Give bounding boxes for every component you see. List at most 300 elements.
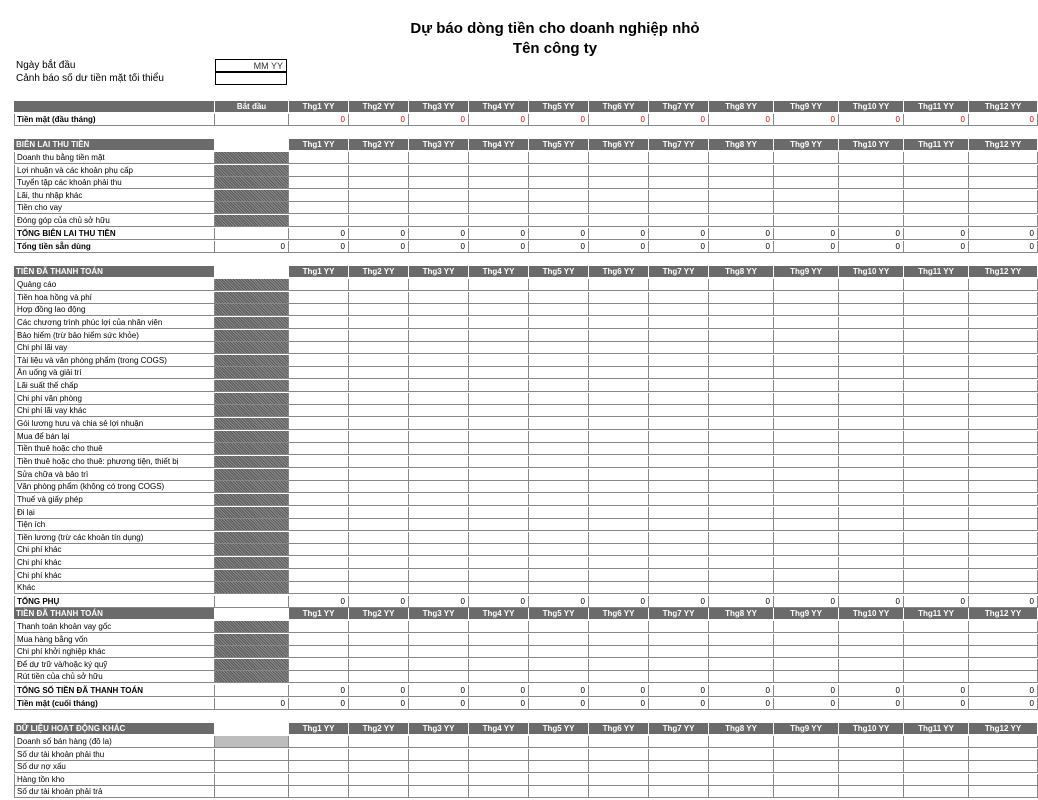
month-cell[interactable]: [649, 304, 709, 316]
month-cell[interactable]: [774, 582, 839, 594]
month-cell[interactable]: [289, 786, 349, 798]
month-cell[interactable]: [839, 190, 904, 202]
month-cell[interactable]: [969, 367, 1038, 379]
month-cell[interactable]: [469, 761, 529, 773]
month-cell[interactable]: [649, 431, 709, 443]
month-cell[interactable]: [774, 736, 839, 748]
month-cell[interactable]: [289, 431, 349, 443]
month-cell[interactable]: [409, 418, 469, 430]
month-cell[interactable]: [589, 342, 649, 354]
month-cell[interactable]: [589, 749, 649, 761]
month-cell[interactable]: [409, 671, 469, 683]
month-cell[interactable]: [969, 152, 1038, 164]
month-cell[interactable]: [409, 190, 469, 202]
month-cell[interactable]: [709, 190, 774, 202]
month-cell[interactable]: [774, 646, 839, 658]
month-cell[interactable]: [349, 774, 409, 786]
start-cell[interactable]: [215, 494, 289, 506]
month-cell[interactable]: [774, 431, 839, 443]
month-cell[interactable]: [969, 355, 1038, 367]
month-cell[interactable]: [904, 215, 969, 227]
month-cell[interactable]: [589, 469, 649, 481]
start-cell[interactable]: [215, 355, 289, 367]
month-cell[interactable]: [409, 456, 469, 468]
month-cell[interactable]: [774, 507, 839, 519]
month-cell[interactable]: [839, 177, 904, 189]
month-cell[interactable]: [839, 761, 904, 773]
month-cell[interactable]: [969, 393, 1038, 405]
month-cell[interactable]: [839, 774, 904, 786]
month-cell[interactable]: [529, 443, 589, 455]
month-cell[interactable]: [904, 190, 969, 202]
month-cell[interactable]: [589, 582, 649, 594]
month-cell[interactable]: [649, 165, 709, 177]
month-cell[interactable]: [709, 380, 774, 392]
month-cell[interactable]: [649, 646, 709, 658]
month-cell[interactable]: [649, 418, 709, 430]
start-cell[interactable]: [215, 671, 289, 683]
month-cell[interactable]: [649, 570, 709, 582]
month-cell[interactable]: [774, 557, 839, 569]
month-cell[interactable]: [469, 418, 529, 430]
month-cell[interactable]: [529, 646, 589, 658]
month-cell[interactable]: [649, 380, 709, 392]
month-cell[interactable]: [529, 736, 589, 748]
month-cell[interactable]: [774, 177, 839, 189]
month-cell[interactable]: [469, 481, 529, 493]
month-cell[interactable]: [349, 761, 409, 773]
month-cell[interactable]: [904, 418, 969, 430]
month-cell[interactable]: [904, 279, 969, 291]
month-cell[interactable]: [289, 443, 349, 455]
month-cell[interactable]: [289, 671, 349, 683]
month-cell[interactable]: [529, 177, 589, 189]
month-cell[interactable]: [529, 761, 589, 773]
start-cell[interactable]: [215, 646, 289, 658]
month-cell[interactable]: [969, 279, 1038, 291]
month-cell[interactable]: [409, 532, 469, 544]
month-cell[interactable]: [839, 659, 904, 671]
month-cell[interactable]: [839, 152, 904, 164]
start-cell[interactable]: [215, 405, 289, 417]
month-cell[interactable]: [529, 215, 589, 227]
month-cell[interactable]: [349, 544, 409, 556]
month-cell[interactable]: [589, 634, 649, 646]
month-cell[interactable]: [469, 393, 529, 405]
month-cell[interactable]: [469, 671, 529, 683]
month-cell[interactable]: [709, 532, 774, 544]
month-cell[interactable]: [589, 646, 649, 658]
month-cell[interactable]: [969, 342, 1038, 354]
month-cell[interactable]: [529, 469, 589, 481]
month-cell[interactable]: [649, 761, 709, 773]
month-cell[interactable]: [289, 532, 349, 544]
month-cell[interactable]: [649, 215, 709, 227]
month-cell[interactable]: [529, 279, 589, 291]
start-cell[interactable]: [215, 431, 289, 443]
month-cell[interactable]: [774, 152, 839, 164]
month-cell[interactable]: [589, 481, 649, 493]
month-cell[interactable]: [904, 431, 969, 443]
month-cell[interactable]: [774, 774, 839, 786]
month-cell[interactable]: [649, 557, 709, 569]
month-cell[interactable]: [589, 279, 649, 291]
month-cell[interactable]: [709, 165, 774, 177]
month-cell[interactable]: [969, 774, 1038, 786]
month-cell[interactable]: [289, 736, 349, 748]
month-cell[interactable]: [904, 481, 969, 493]
month-cell[interactable]: [904, 736, 969, 748]
month-cell[interactable]: [409, 330, 469, 342]
month-cell[interactable]: [589, 418, 649, 430]
month-cell[interactable]: [589, 786, 649, 798]
month-cell[interactable]: [349, 152, 409, 164]
month-cell[interactable]: [774, 317, 839, 329]
month-cell[interactable]: [904, 443, 969, 455]
month-cell[interactable]: [409, 557, 469, 569]
month-cell[interactable]: [774, 494, 839, 506]
month-cell[interactable]: [649, 190, 709, 202]
month-cell[interactable]: [409, 774, 469, 786]
month-cell[interactable]: [839, 582, 904, 594]
month-cell[interactable]: [589, 380, 649, 392]
month-cell[interactable]: [469, 749, 529, 761]
month-cell[interactable]: [529, 355, 589, 367]
start-cell[interactable]: [215, 532, 289, 544]
month-cell[interactable]: [409, 519, 469, 531]
month-cell[interactable]: [904, 152, 969, 164]
month-cell[interactable]: [409, 469, 469, 481]
month-cell[interactable]: [969, 621, 1038, 633]
month-cell[interactable]: [409, 292, 469, 304]
month-cell[interactable]: [289, 330, 349, 342]
month-cell[interactable]: [529, 544, 589, 556]
month-cell[interactable]: [589, 330, 649, 342]
month-cell[interactable]: [649, 532, 709, 544]
month-cell[interactable]: [709, 481, 774, 493]
month-cell[interactable]: [774, 304, 839, 316]
month-cell[interactable]: [589, 202, 649, 214]
month-cell[interactable]: [349, 292, 409, 304]
month-cell[interactable]: [469, 431, 529, 443]
month-cell[interactable]: [529, 481, 589, 493]
month-cell[interactable]: [409, 355, 469, 367]
month-cell[interactable]: [969, 304, 1038, 316]
month-cell[interactable]: [774, 202, 839, 214]
month-cell[interactable]: [589, 659, 649, 671]
month-cell[interactable]: [969, 202, 1038, 214]
month-cell[interactable]: [589, 570, 649, 582]
month-cell[interactable]: [349, 317, 409, 329]
month-cell[interactable]: [904, 544, 969, 556]
month-cell[interactable]: [839, 367, 904, 379]
month-cell[interactable]: [409, 202, 469, 214]
month-cell[interactable]: [589, 544, 649, 556]
month-cell[interactable]: [409, 507, 469, 519]
month-cell[interactable]: [839, 507, 904, 519]
month-cell[interactable]: [589, 532, 649, 544]
month-cell[interactable]: [839, 519, 904, 531]
month-cell[interactable]: [709, 469, 774, 481]
month-cell[interactable]: [649, 736, 709, 748]
month-cell[interactable]: [469, 165, 529, 177]
month-cell[interactable]: [589, 761, 649, 773]
month-cell[interactable]: [774, 570, 839, 582]
month-cell[interactable]: [649, 621, 709, 633]
month-cell[interactable]: [839, 634, 904, 646]
month-cell[interactable]: [709, 317, 774, 329]
month-cell[interactable]: [969, 405, 1038, 417]
month-cell[interactable]: [349, 671, 409, 683]
month-cell[interactable]: [349, 621, 409, 633]
month-cell[interactable]: [774, 544, 839, 556]
month-cell[interactable]: [774, 443, 839, 455]
month-cell[interactable]: [409, 582, 469, 594]
month-cell[interactable]: [289, 570, 349, 582]
month-cell[interactable]: [589, 671, 649, 683]
month-cell[interactable]: [529, 570, 589, 582]
month-cell[interactable]: [349, 481, 409, 493]
start-cell[interactable]: [215, 393, 289, 405]
month-cell[interactable]: [409, 443, 469, 455]
month-cell[interactable]: [349, 215, 409, 227]
month-cell[interactable]: [469, 367, 529, 379]
month-cell[interactable]: [349, 646, 409, 658]
month-cell[interactable]: [904, 304, 969, 316]
month-cell[interactable]: [904, 786, 969, 798]
month-cell[interactable]: [709, 774, 774, 786]
month-cell[interactable]: [529, 317, 589, 329]
month-cell[interactable]: [649, 355, 709, 367]
month-cell[interactable]: [409, 570, 469, 582]
month-cell[interactable]: [589, 507, 649, 519]
month-cell[interactable]: [349, 355, 409, 367]
month-cell[interactable]: [839, 317, 904, 329]
month-cell[interactable]: [289, 749, 349, 761]
month-cell[interactable]: [904, 380, 969, 392]
month-cell[interactable]: [709, 456, 774, 468]
month-cell[interactable]: [969, 481, 1038, 493]
month-cell[interactable]: [709, 761, 774, 773]
month-cell[interactable]: [409, 342, 469, 354]
month-cell[interactable]: [904, 177, 969, 189]
month-cell[interactable]: [904, 659, 969, 671]
month-cell[interactable]: [904, 469, 969, 481]
month-cell[interactable]: [589, 317, 649, 329]
month-cell[interactable]: [709, 544, 774, 556]
month-cell[interactable]: [839, 646, 904, 658]
month-cell[interactable]: [469, 570, 529, 582]
month-cell[interactable]: [649, 393, 709, 405]
month-cell[interactable]: [969, 646, 1038, 658]
month-cell[interactable]: [349, 165, 409, 177]
month-cell[interactable]: [469, 317, 529, 329]
month-cell[interactable]: [969, 786, 1038, 798]
month-cell[interactable]: [589, 393, 649, 405]
month-cell[interactable]: [469, 634, 529, 646]
month-cell[interactable]: [649, 279, 709, 291]
month-cell[interactable]: [839, 393, 904, 405]
month-cell[interactable]: [774, 405, 839, 417]
month-cell[interactable]: [529, 749, 589, 761]
start-cell[interactable]: [215, 279, 289, 291]
month-cell[interactable]: [289, 646, 349, 658]
month-cell[interactable]: [409, 393, 469, 405]
month-cell[interactable]: [709, 152, 774, 164]
month-cell[interactable]: [349, 634, 409, 646]
month-cell[interactable]: [839, 202, 904, 214]
month-cell[interactable]: [589, 519, 649, 531]
month-cell[interactable]: [349, 279, 409, 291]
month-cell[interactable]: [904, 761, 969, 773]
month-cell[interactable]: [709, 582, 774, 594]
month-cell[interactable]: [839, 786, 904, 798]
month-cell[interactable]: [529, 330, 589, 342]
month-cell[interactable]: [529, 786, 589, 798]
month-cell[interactable]: [349, 570, 409, 582]
month-cell[interactable]: [709, 215, 774, 227]
month-cell[interactable]: [409, 544, 469, 556]
month-cell[interactable]: [904, 621, 969, 633]
month-cell[interactable]: [774, 634, 839, 646]
month-cell[interactable]: [289, 215, 349, 227]
month-cell[interactable]: [774, 456, 839, 468]
month-cell[interactable]: [409, 659, 469, 671]
month-cell[interactable]: [589, 304, 649, 316]
month-cell[interactable]: [349, 431, 409, 443]
start-cell[interactable]: [215, 342, 289, 354]
month-cell[interactable]: [469, 621, 529, 633]
start-cell[interactable]: [215, 443, 289, 455]
month-cell[interactable]: [774, 165, 839, 177]
start-cell[interactable]: [215, 304, 289, 316]
month-cell[interactable]: [904, 507, 969, 519]
month-cell[interactable]: [349, 418, 409, 430]
month-cell[interactable]: [409, 304, 469, 316]
month-cell[interactable]: [289, 582, 349, 594]
start-cell[interactable]: [215, 469, 289, 481]
month-cell[interactable]: [469, 330, 529, 342]
month-cell[interactable]: [969, 582, 1038, 594]
month-cell[interactable]: [469, 342, 529, 354]
month-cell[interactable]: [709, 355, 774, 367]
month-cell[interactable]: [904, 494, 969, 506]
month-cell[interactable]: [709, 431, 774, 443]
month-cell[interactable]: [904, 570, 969, 582]
start-cell[interactable]: [215, 317, 289, 329]
month-cell[interactable]: [529, 342, 589, 354]
start-cell[interactable]: [215, 165, 289, 177]
month-cell[interactable]: [649, 342, 709, 354]
month-cell[interactable]: [649, 317, 709, 329]
start-cell[interactable]: [215, 774, 289, 786]
month-cell[interactable]: [589, 456, 649, 468]
month-cell[interactable]: [904, 393, 969, 405]
month-cell[interactable]: [349, 304, 409, 316]
month-cell[interactable]: [529, 202, 589, 214]
month-cell[interactable]: [529, 292, 589, 304]
month-cell[interactable]: [409, 367, 469, 379]
month-cell[interactable]: [469, 532, 529, 544]
month-cell[interactable]: [349, 456, 409, 468]
month-cell[interactable]: [839, 330, 904, 342]
month-cell[interactable]: [589, 774, 649, 786]
month-cell[interactable]: [969, 557, 1038, 569]
month-cell[interactable]: [289, 165, 349, 177]
month-cell[interactable]: [904, 774, 969, 786]
month-cell[interactable]: [289, 393, 349, 405]
month-cell[interactable]: [709, 507, 774, 519]
month-cell[interactable]: [774, 380, 839, 392]
month-cell[interactable]: [289, 177, 349, 189]
month-cell[interactable]: [839, 405, 904, 417]
month-cell[interactable]: [649, 774, 709, 786]
month-cell[interactable]: [409, 749, 469, 761]
month-cell[interactable]: [349, 393, 409, 405]
start-cell[interactable]: [215, 544, 289, 556]
month-cell[interactable]: [589, 190, 649, 202]
month-cell[interactable]: [774, 749, 839, 761]
month-cell[interactable]: [409, 634, 469, 646]
month-cell[interactable]: [589, 355, 649, 367]
month-cell[interactable]: [839, 532, 904, 544]
start-cell[interactable]: [215, 152, 289, 164]
month-cell[interactable]: [839, 570, 904, 582]
start-cell[interactable]: [215, 621, 289, 633]
month-cell[interactable]: [969, 330, 1038, 342]
month-cell[interactable]: [904, 456, 969, 468]
month-cell[interactable]: [289, 317, 349, 329]
start-cell[interactable]: [215, 456, 289, 468]
month-cell[interactable]: [709, 621, 774, 633]
month-cell[interactable]: [469, 646, 529, 658]
month-cell[interactable]: [774, 659, 839, 671]
month-cell[interactable]: [839, 621, 904, 633]
month-cell[interactable]: [349, 659, 409, 671]
month-cell[interactable]: [774, 190, 839, 202]
month-cell[interactable]: [969, 659, 1038, 671]
month-cell[interactable]: [529, 774, 589, 786]
month-cell[interactable]: [774, 279, 839, 291]
month-cell[interactable]: [969, 380, 1038, 392]
month-cell[interactable]: [349, 507, 409, 519]
month-cell[interactable]: [349, 443, 409, 455]
month-cell[interactable]: [969, 165, 1038, 177]
month-cell[interactable]: [839, 418, 904, 430]
month-cell[interactable]: [589, 621, 649, 633]
month-cell[interactable]: [709, 292, 774, 304]
month-cell[interactable]: [904, 405, 969, 417]
month-cell[interactable]: [904, 519, 969, 531]
month-cell[interactable]: [969, 671, 1038, 683]
month-cell[interactable]: [774, 761, 839, 773]
month-cell[interactable]: [969, 749, 1038, 761]
month-cell[interactable]: [289, 494, 349, 506]
month-cell[interactable]: [839, 456, 904, 468]
month-cell[interactable]: [469, 507, 529, 519]
month-cell[interactable]: [289, 659, 349, 671]
month-cell[interactable]: [709, 646, 774, 658]
month-cell[interactable]: [839, 355, 904, 367]
month-cell[interactable]: [289, 279, 349, 291]
month-cell[interactable]: [589, 367, 649, 379]
month-cell[interactable]: [839, 544, 904, 556]
month-cell[interactable]: [649, 544, 709, 556]
month-cell[interactable]: [709, 519, 774, 531]
month-cell[interactable]: [969, 431, 1038, 443]
month-cell[interactable]: [349, 786, 409, 798]
month-cell[interactable]: [469, 177, 529, 189]
